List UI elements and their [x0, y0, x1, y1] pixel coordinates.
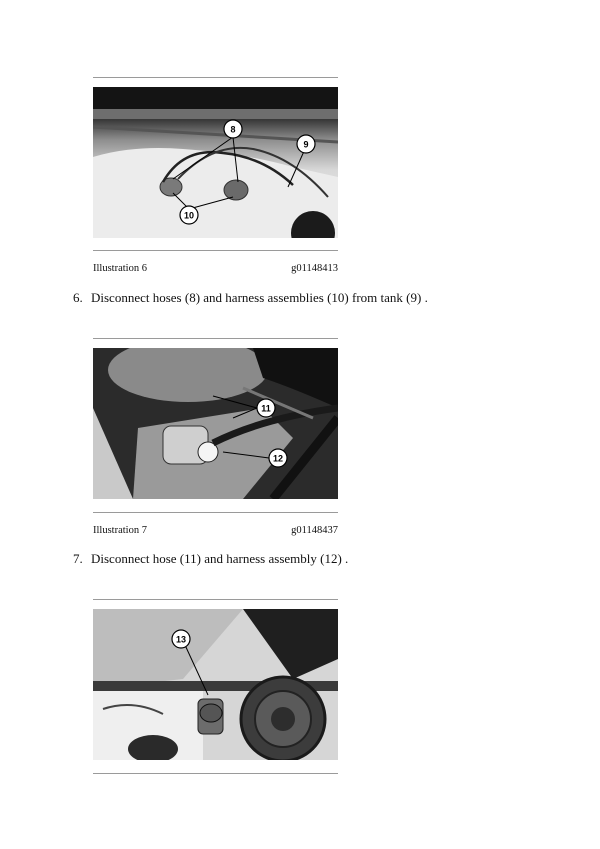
callout-13	[172, 630, 190, 648]
step-number: 7.	[73, 551, 83, 566]
figure-top-rule	[93, 338, 338, 339]
svg-text:9: 9	[303, 139, 309, 150]
illustration-7-photo	[93, 348, 338, 499]
step-7	[73, 551, 348, 567]
callout-12	[269, 449, 287, 467]
figure-caption	[93, 263, 338, 274]
callout-9	[297, 135, 315, 153]
caption-label: Illustration 6	[93, 263, 147, 274]
figure-bottom-rule	[93, 773, 338, 774]
callout-11	[257, 399, 275, 417]
svg-text:12: 12	[272, 453, 284, 464]
caption-code: g01148437	[291, 525, 338, 536]
svg-text:13: 13	[175, 634, 187, 645]
svg-text:10: 10	[183, 210, 195, 221]
step-number: 6.	[73, 290, 83, 305]
step-text: Disconnect hoses (8) and harness assemblies (10) from tank (9) .	[91, 290, 428, 305]
figure-caption	[93, 525, 338, 536]
illustration-8-photo	[93, 609, 338, 760]
svg-text:11: 11	[261, 403, 271, 414]
figure-bottom-rule	[93, 512, 338, 513]
illustration-6-photo	[93, 87, 338, 238]
caption-label: Illustration 7	[93, 525, 147, 536]
step-text: Disconnect hose (11) and harness assembly (12) .	[91, 551, 349, 566]
figure-top-rule	[93, 77, 338, 78]
callout-8	[224, 120, 242, 138]
svg-text:8: 8	[230, 124, 236, 135]
callout-10	[180, 206, 198, 224]
caption-code: g01148413	[291, 263, 338, 274]
step-6	[73, 290, 428, 306]
figure-top-rule	[93, 599, 338, 600]
figure-bottom-rule	[93, 250, 338, 251]
